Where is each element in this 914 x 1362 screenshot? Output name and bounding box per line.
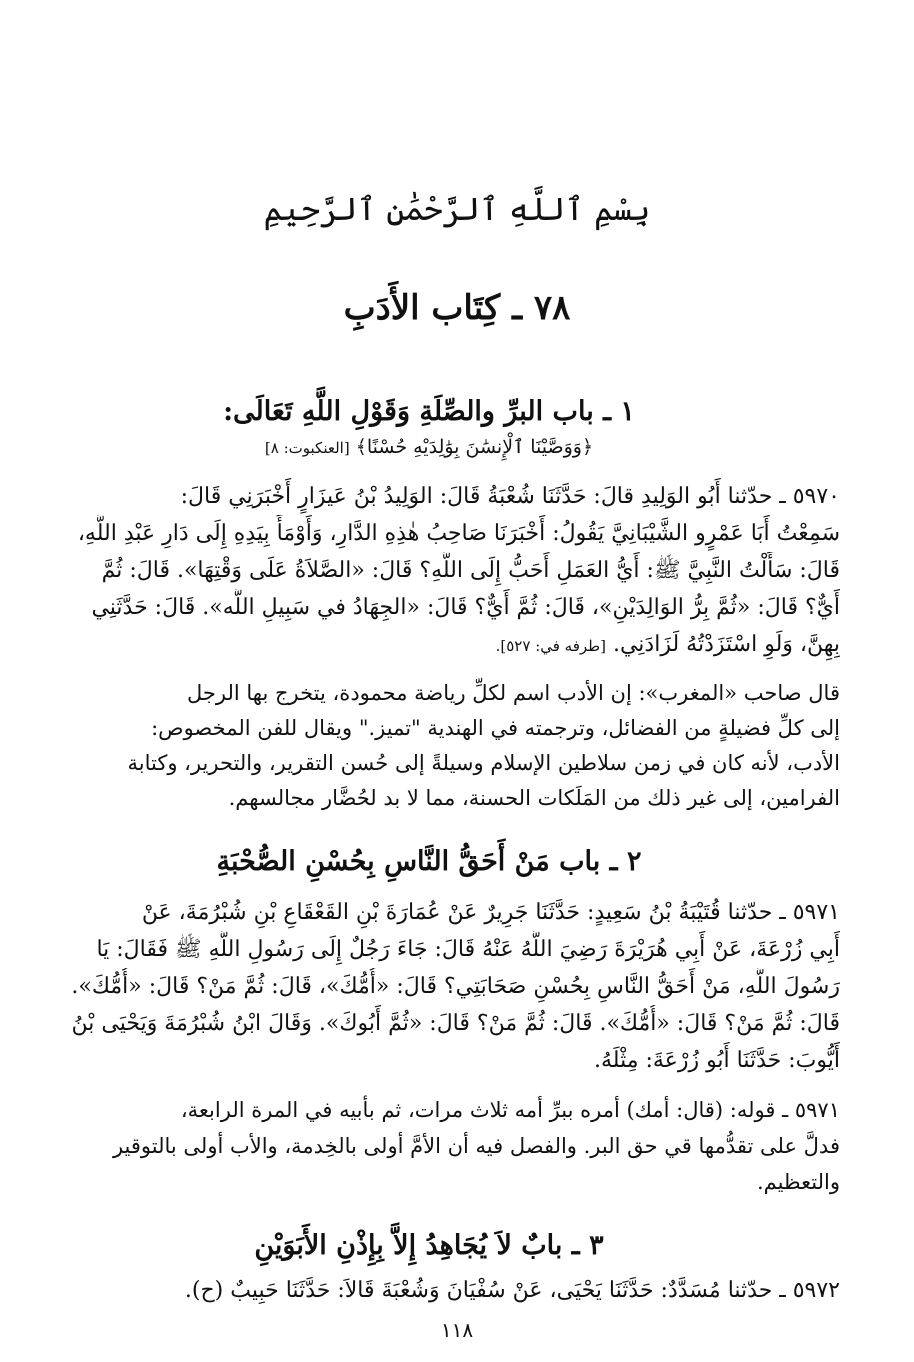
chapter-1-section [18,392,840,463]
page-number: ١١٨ [440,1318,474,1342]
hadith-line: ٥٩٧٢ ـ حدّثنا مُسَدَّدٌ: حَدَّثَنَا يَحْيَى، عَنْ سُفْيَانَ وَشُعْبَةَ قَالاَ: حَدَّثَنَا حَبِيبٌ (ح). [184,1278,840,1303]
commentary-adab [18,676,840,816]
quran-verse [18,432,840,463]
hadith-line: سَمِعْتُ أَبَا عَمْرٍو الشَّيْبَانِيَّ يَقُولُ: أَخْبَرَنَا صَاحِبُ هٰذِهِ الدَّارِ، وَأَوْمَأَ بِيَدِهِ إِلَى دَارِ عَبْدِ اللَّهِ، [77,521,840,546]
chapter-1-title: ١ ـ باب البرِّ والصِّلَةِ وَقَوْلِ اللَّهِ تَعَالَى: [223,396,635,427]
hadith-5972 [18,1272,840,1309]
hadith-line: قَالَ: ثُمَّ مَنْ؟ قَالَ: «أُمُّكَ». قَالَ: ثُمَّ مَنْ؟ قَالَ: «ثُمَّ أَبُوكَ». وَقَالَ ابْنُ شُبْرُمَةَ وَيَحْيَى بْنُ [71,1011,840,1036]
book-title: ٧٨ ـ كِتَاب الأَدَبِ [343,288,571,328]
commentary-line: فدلَّ على تقدُّمها قي حق البر. والفصل فيه أن الأمَّ أولى بالخِدمة، والأب أولى بالتوقير [112,1134,840,1158]
hadith-line: ٥٩٧٠ ـ حدّثنا أَبُو الوَلِيدِ قالَ: حَدَّثَنَا شُعْبَةُ قَالَ: الوَلِيدُ بْنُ عَيزَارٍ أَخْبَرَنِي قَالَ: [180,484,840,509]
cross-reference: [طرفه في: ٥٢٧]. [495,637,606,655]
chapter-3-title: ٣ ـ بابٌ لاَ يُجَاهِدُ إِلاَّ بِإِذْنِ الأَبَوَيْنِ [254,1230,604,1261]
commentary-line: إلى كلِّ فضيلةٍ من الفضائل، وترجمته في الهندية "تميز." ويقال للفن المخصوص: [151,716,840,740]
chapter-2-title: ٢ ـ باب مَنْ أَحَقُّ النَّاسِ بِحُسْنِ الصُّحْبَةِ [216,846,642,877]
hadith-line: قَالَ: سَأَلْتُ النَّبِيَّ ﷺ: أَيُّ العَمَلِ أَحَبُّ إِلَى اللَّهِ؟ قَالَ: «الصَّلاَةُ عَلَى وَقْتِهَا». قَالَ: ثُمَّ [101,558,840,583]
verse-text: ﴿وَوَصَّيْنَا ٱلْإِنسَٰنَ بِوَٰلِدَيْهِ حُسْنًا﴾ [355,436,594,458]
verse-reference: [العنكبوت: ٨] [264,439,350,457]
hadith-5971 [18,894,840,1079]
commentary-line: الأدب، لأنه كان في زمن سلاطين الإسلام وسيلةً إلى حُسن التقرير، والتحرير، وكتابة [127,751,840,775]
hadith-line: أَيٌّ؟ قَالَ: «ثُمَّ بِرُّ الوَالِدَيْنِ»، قَالَ: ثُمَّ أَيٌّ؟ قَالَ: «الجِهَادُ في سَبِيلِ اللَّه». قَالَ: حَدَّثَنِي [91,595,840,620]
commentary-line: والتعظيم. [756,1170,840,1194]
hadith-5970 [18,478,840,665]
basmala-heading: بِسْمِ ٱللَّهِ ٱلرَّحْمَٰنِ ٱلرَّحِيمِ [263,190,651,228]
hadith-line: ٥٩٧١ ـ حدّثنا قُتَيْبَةُ بْنُ سَعِيدٍ: حَدَّثَنَا جَرِيرٌ عَنْ عُمَارَةَ بْنِ القَعْقَاعِ بْنِ شُبْرُمَةَ، عَنْ [141,900,840,925]
hadith-text: بِهِنَّ، وَلَوِ اسْتَزَدْتُهُ لَزَادَنِي. [612,632,840,657]
hadith-line-last [18,626,840,665]
commentary-5971 [18,1092,840,1200]
commentary-line: الفرامين، إلى غير ذلك من المَلَكات الحسنة، مما لا بد لحُضَّار مجالسهم. [228,786,840,810]
commentary-line: ٥٩٧١ ـ قوله: (قال: أمك) أمره ببرِّ أمه ثلاث مرات، ثم بأبيه في المرة الرابعة، [180,1098,840,1122]
hadith-line: أَيُّوبَ: حَدَّثَنَا أَبُو زُرْعَةَ: مِثْلَهُ. [594,1048,840,1073]
hadith-line: رَسُولَ اللَّهِ، مَنْ أَحَقُّ النَّاسِ بِحُسْنِ صَحَابَتِي؟ قَالَ: «أُمُّكَ»، قَالَ: ثُمَّ مَنْ؟ قَالَ: «أُمُّكَ». [71,974,840,999]
hadith-line: أَبِي زُرْعَةَ، عَنْ أَبِي هُرَيْرَةَ رَضِيَ اللَّهُ عَنْهُ قَالَ: جَاءَ رَجُلٌ إِلَى رَسُولِ اللَّهِ ﷺ فَقَالَ: يَا [96,937,840,962]
commentary-line: قال صاحب «المغرب»: إن الأدب اسم لكلِّ رياضة محمودة، يتخرج بها الرجل [187,681,840,705]
